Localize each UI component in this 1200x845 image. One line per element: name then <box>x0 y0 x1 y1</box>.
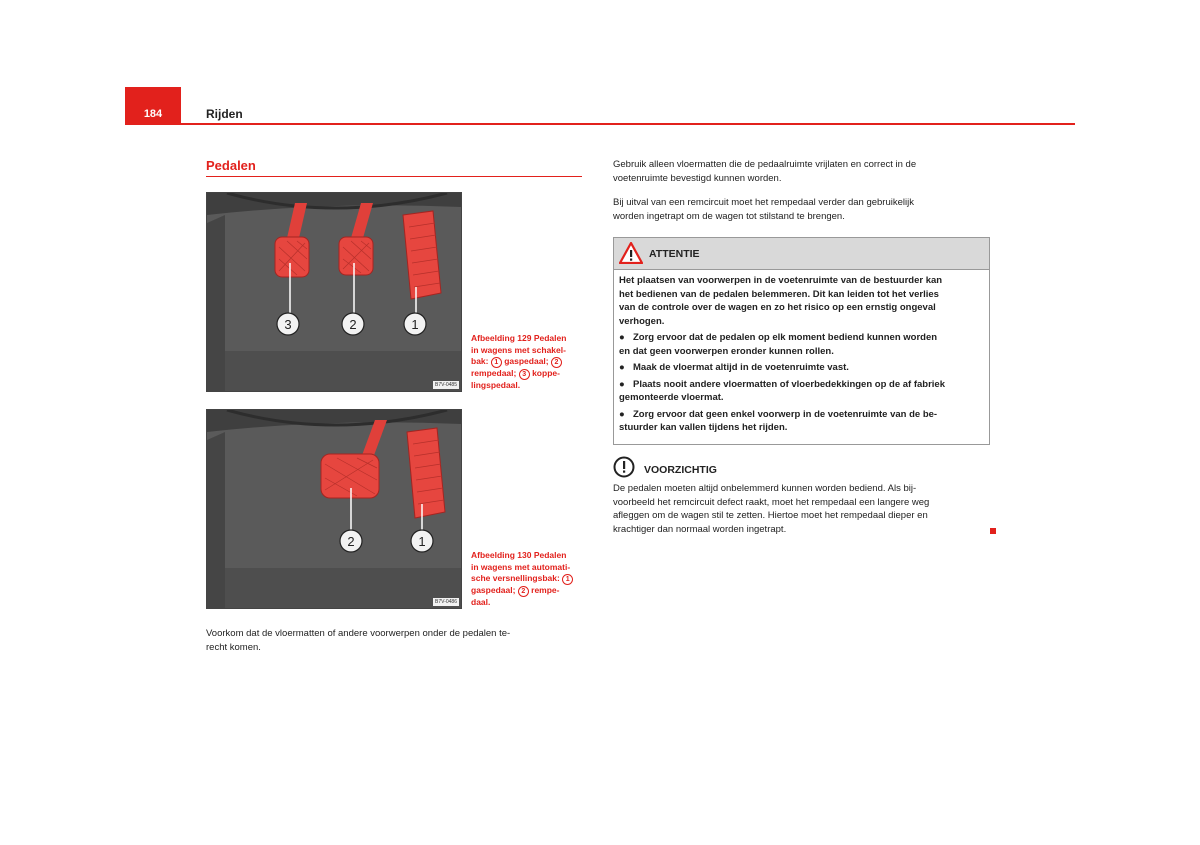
section-rule <box>206 176 582 177</box>
pedals-illustration-manual <box>207 193 461 391</box>
caution-icon <box>613 456 635 478</box>
right-intro-paragraph-1: Gebruik alleen vloermatten die de pedaalruimte vrijlaten en correct in de voetenruimte bevestigd kunnen worden. <box>613 159 917 184</box>
svg-text:1: 1 <box>411 317 419 332</box>
header-rule <box>125 123 1075 125</box>
svg-text:2: 2 <box>347 534 355 549</box>
svg-text:1: 1 <box>418 534 426 549</box>
section-title: Pedalen <box>206 158 256 173</box>
callout-1 <box>411 530 433 552</box>
warning-bullet: ● Maak de vloermat altijd in de voetenruimte vast. <box>619 362 849 373</box>
warning-title: ATTENTIE <box>649 248 700 260</box>
warning-bullet: ● Plaats nooit andere vloermatten of vloerbedekkingen op de af fabriek <box>619 378 945 390</box>
caution-text: De pedalen moeten altijd onbelemmerd kunnen worden bediend. Als bij- voorbeeld het remcircuit defect raakt, moet het rempedaal een langere weg afleggen om de wagen stil te zetten. Hiertoe moet het rempedaal dieper en krachtiger dan normaal worden ingetrapt. <box>613 483 930 535</box>
marker-3: 3 <box>519 369 530 380</box>
marker-1: 1 <box>491 357 502 368</box>
svg-text:3: 3 <box>284 317 292 332</box>
figure-code: B7V-0486 <box>435 599 457 605</box>
figure-code: B7V-0485 <box>435 382 457 388</box>
callout-1 <box>404 313 426 335</box>
figure-caption-130: Afbeelding 130 Pedalen in wagens met automati- sche versnellingsbak: 1 gaspedaal; 2 rempe- daal. <box>471 550 581 609</box>
warning-bullet: ● Zorg ervoor dat de pedalen op elk moment bediend kunnen worden <box>619 332 938 343</box>
warning-triangle-icon <box>619 242 643 264</box>
marker-2: 2 <box>518 586 529 597</box>
marker-1: 1 <box>562 574 573 585</box>
marker-2: 2 <box>551 357 562 368</box>
chapter-title: Rijden <box>206 107 243 121</box>
warning-box <box>613 237 990 445</box>
figure-caption-129: Afbeelding 129 Pedalen in wagens met schakel- bak: 1 gaspedaal; 2 rempedaal; 3 koppe- lingspedaal. <box>471 333 567 390</box>
section-end-marker <box>990 528 996 534</box>
left-body-paragraph: Voorkom dat de vloermatten of andere voorwerpen onder de pedalen te- recht komen. <box>206 628 511 653</box>
callout-2 <box>340 530 362 552</box>
warning-header <box>614 238 989 270</box>
caution-title: VOORZICHTIG <box>644 464 717 476</box>
figure-manual-pedals <box>206 192 462 392</box>
right-intro-paragraph-2: Bij uitval van een remcircuit moet het rempedaal verder dan gebruikelijk worden ingetrapt om de wagen tot stilstand te brengen. <box>613 197 914 222</box>
warning-bullet: ● Zorg ervoor dat geen enkel voorwerp in de voetenruimte van de be- <box>619 408 938 420</box>
pedals-illustration-automatic <box>207 410 461 608</box>
page-number: 184 <box>143 108 163 120</box>
warning-body: Het plaatsen van voorwerpen in de voetenruimte van de bestuurder kan het bedienen van de pedalen belemmeren. Dit kan leiden tot het verlies van de controle over de wagen en zo het risico op een ernstig ongeval verhogen. ● Zorg ervoor dat de pedalen op elk moment bediend kunnen worden en dat geen voorwerpen eronder kunnen rollen. ● Maak de vloermat altijd in de voetenruimte vast. ● Plaats nooit andere vloermatten of vloerbedekkingen op de af fabriek gemonteerde vloermat. ● Zorg ervoor dat geen enkel voorwerp in de voetenruimte van de be- stuurder kan vallen tijdens het rijden. <box>614 270 989 439</box>
svg-text:2: 2 <box>349 317 357 332</box>
figure-automatic-pedals <box>206 409 462 609</box>
callout-3 <box>277 313 299 335</box>
callout-2 <box>342 313 364 335</box>
